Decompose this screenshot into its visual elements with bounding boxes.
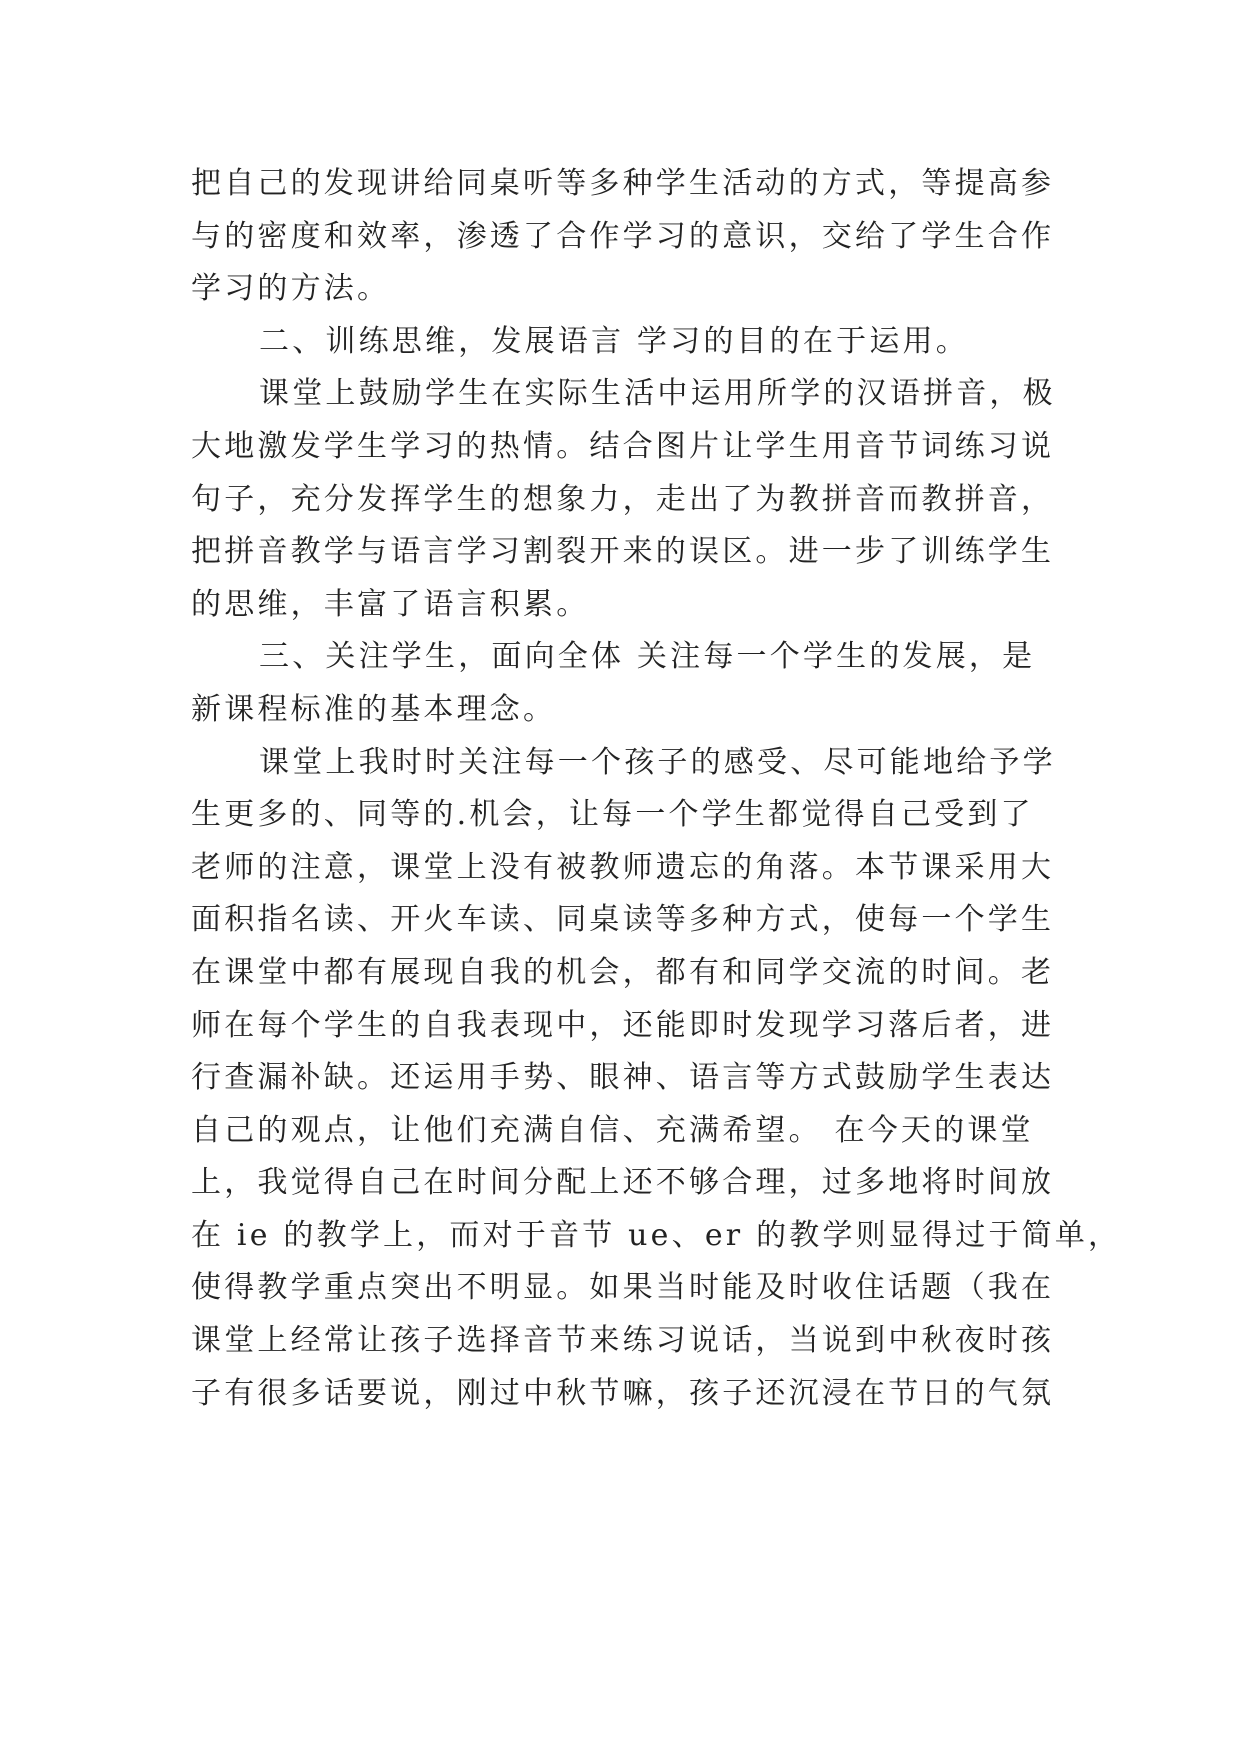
text-line: 新课程标准的基本理念。 (191, 691, 557, 727)
text-line: 三、关注学生，面向全体 关注每一个学生的发展，是 (259, 639, 1036, 675)
text-line: 二、训练思维，发展语言 学习的目的在于运用。 (259, 323, 969, 359)
text-line: 把拼音教学与语言学习割裂开来的误区。进一步了训练学生 (191, 534, 1055, 570)
text-line: 行查漏补缺。还运用手势、眼神、语言等方式鼓励学生表达 (191, 1060, 1055, 1096)
text-line: 大地激发学生学习的热情。结合图片让学生用音节词练习说 (191, 428, 1055, 464)
text-line: 与的密度和效率，渗透了合作学习的意识，交给了学生合作 (191, 218, 1055, 254)
text-line: 课堂上我时时关注每一个孩子的感受、尽可能地给予学 (259, 744, 1056, 780)
text-line: 上，我觉得自己在时间分配上还不够合理，过多地将时间放 (191, 1165, 1055, 1201)
text-line: 使得教学重点突出不明显。如果当时能及时收住话题（我在 (191, 1270, 1055, 1306)
text-line: 面积指名读、开火车读、同桌读等多种方式，使每一个学生 (191, 902, 1055, 938)
text-line: 把自己的发现讲给同桌听等多种学生活动的方式，等提高参 (191, 166, 1055, 201)
document-body (191, 158, 1122, 1420)
text-line: 师在每个学生的自我表现中，还能即时发现学习落后者，进 (191, 1007, 1055, 1043)
text-line: 的思维，丰富了语言积累。 (191, 586, 590, 622)
text-line: 学习的方法。 (191, 271, 391, 307)
text-line: 课堂上经常让孩子选择音节来练习说话，当说到中秋夜时孩 (191, 1323, 1055, 1359)
text-line: 自己的观点，让他们充满自信、充满希望。 在今天的课堂 (191, 1112, 1034, 1148)
text-line: 句子，充分发挥学生的想象力，走出了为教拼音而教拼音， (191, 481, 1055, 517)
text-line: 老师的注意，课堂上没有被教师遗忘的角落。本节课采用大 (191, 849, 1055, 885)
text-line: 子有很多话要说，刚过中秋节嘛，孩子还沉浸在节日的气氛 (191, 1375, 1055, 1411)
text-line: 生更多的、同等的.机会，让每一个学生都觉得自己受到了 (191, 797, 1034, 833)
text-line: 在 ie 的教学上，而对于音节 ue、er 的教学则显得过于简单， (191, 1217, 1122, 1253)
text-line: 在课堂中都有展现自我的机会，都有和同学交流的时间。老 (191, 954, 1055, 990)
text-line: 课堂上鼓励学生在实际生活中运用所学的汉语拼音，极 (259, 376, 1056, 412)
